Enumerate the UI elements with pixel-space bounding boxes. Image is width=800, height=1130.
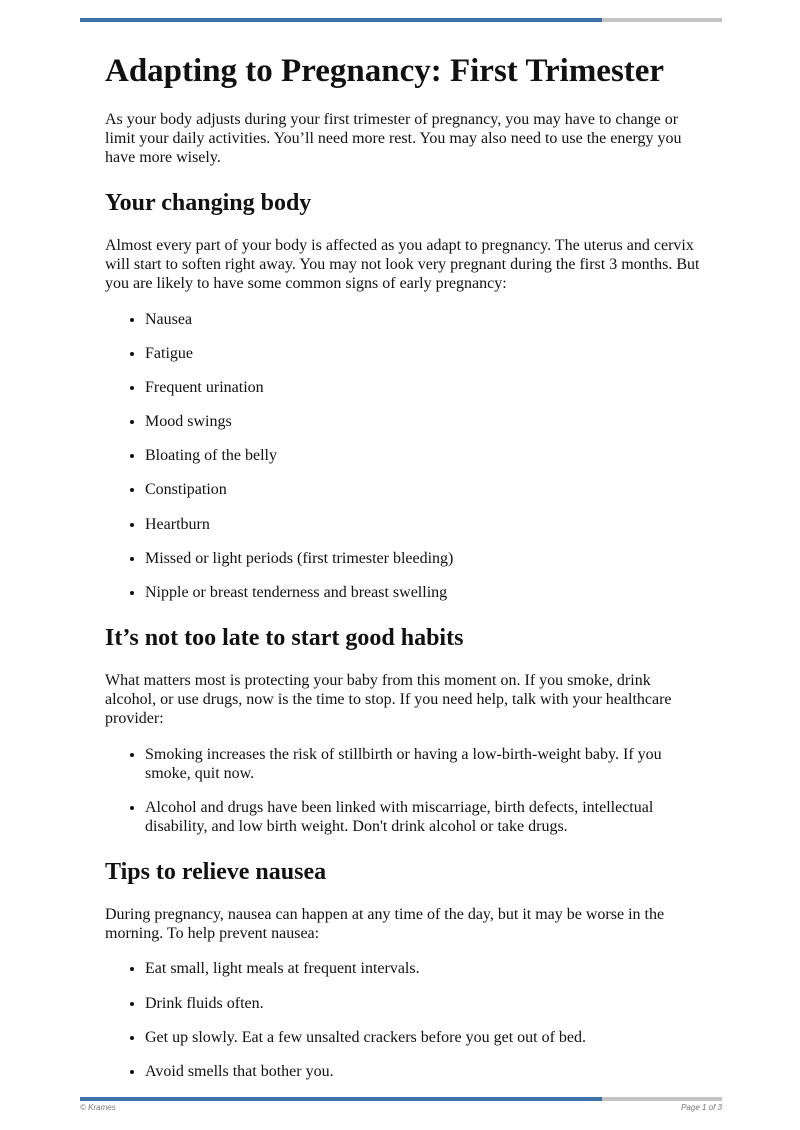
- habits-list: [105, 745, 705, 837]
- list-item: • Avoid smells that bother you.: [145, 1062, 705, 1081]
- list-item: • Heartburn: [145, 515, 705, 534]
- section-paragraph: Almost every part of your body is affected as you adapt to pregnancy. The uterus and cervix will start to soften right away. You may not look very pregnant during the first 3 months. But you are likely to have some common signs of early pregnancy:: [105, 236, 700, 293]
- list-item: • Smoking increases the risk of stillbirth or having a low-birth-weight baby. If you smoke, quit now.: [145, 745, 705, 783]
- list-item: • Alcohol and drugs have been linked with miscarriage, birth defects, intellectual disability, and low birth weight. Don't drink alcohol or take drugs.: [145, 798, 705, 836]
- footer-rule: [80, 1097, 722, 1101]
- copyright-text: © Krames: [80, 1103, 116, 1112]
- list-item: • Frequent urination: [145, 378, 705, 397]
- section-heading-changing-body: Your changing body: [105, 190, 312, 217]
- document-body: [105, 52, 705, 1096]
- list-item: • Mood swings: [145, 412, 705, 431]
- list-item: • Drink fluids often.: [145, 994, 705, 1013]
- section-paragraph: During pregnancy, nausea can happen at any time of the day, but it may be worse in the morning. To help prevent nausea:: [105, 906, 665, 943]
- footer-rule-accent: [80, 1097, 602, 1101]
- nausea-tips-list: [105, 959, 705, 1081]
- section-paragraph: What matters most is protecting your baby from this moment on. If you smoke, drink alcohol, or use drugs, now is the time to stop. If you need help, talk with your healthcare provider:: [105, 672, 672, 728]
- section-heading-good-habits: It’s not too late to start good habits: [105, 625, 464, 652]
- list-item: • Get up slowly. Eat a few unsalted crackers before you get out of bed.: [145, 1028, 705, 1047]
- list-item: • Nipple or breast tenderness and breast swelling: [145, 583, 705, 602]
- header-rule: [80, 18, 722, 22]
- list-item: • Eat small, light meals at frequent intervals.: [145, 959, 705, 978]
- symptom-list: [105, 310, 705, 603]
- page-title: Adapting to Pregnancy: First Trimester: [105, 53, 665, 89]
- intro-paragraph: As your body adjusts during your first trimester of pregnancy, you may have to change or limit your daily activities. You’ll need more rest. You may also need to use the energy you have more wisely.: [105, 110, 682, 166]
- list-item: • Fatigue: [145, 344, 705, 363]
- list-item: • Constipation: [145, 480, 705, 499]
- header-rule-gray: [602, 18, 722, 22]
- section-heading-nausea-tips: Tips to relieve nausea: [105, 859, 327, 886]
- list-item: • Nausea: [145, 310, 705, 329]
- header-rule-accent: [80, 18, 602, 22]
- page-number: Page 1 of 3: [681, 1103, 722, 1112]
- page-footer: [80, 1097, 722, 1112]
- list-item: • Bloating of the belly: [145, 446, 705, 465]
- list-item: • Missed or light periods (first trimester bleeding): [145, 549, 705, 568]
- footer-rule-gray: [602, 1097, 722, 1101]
